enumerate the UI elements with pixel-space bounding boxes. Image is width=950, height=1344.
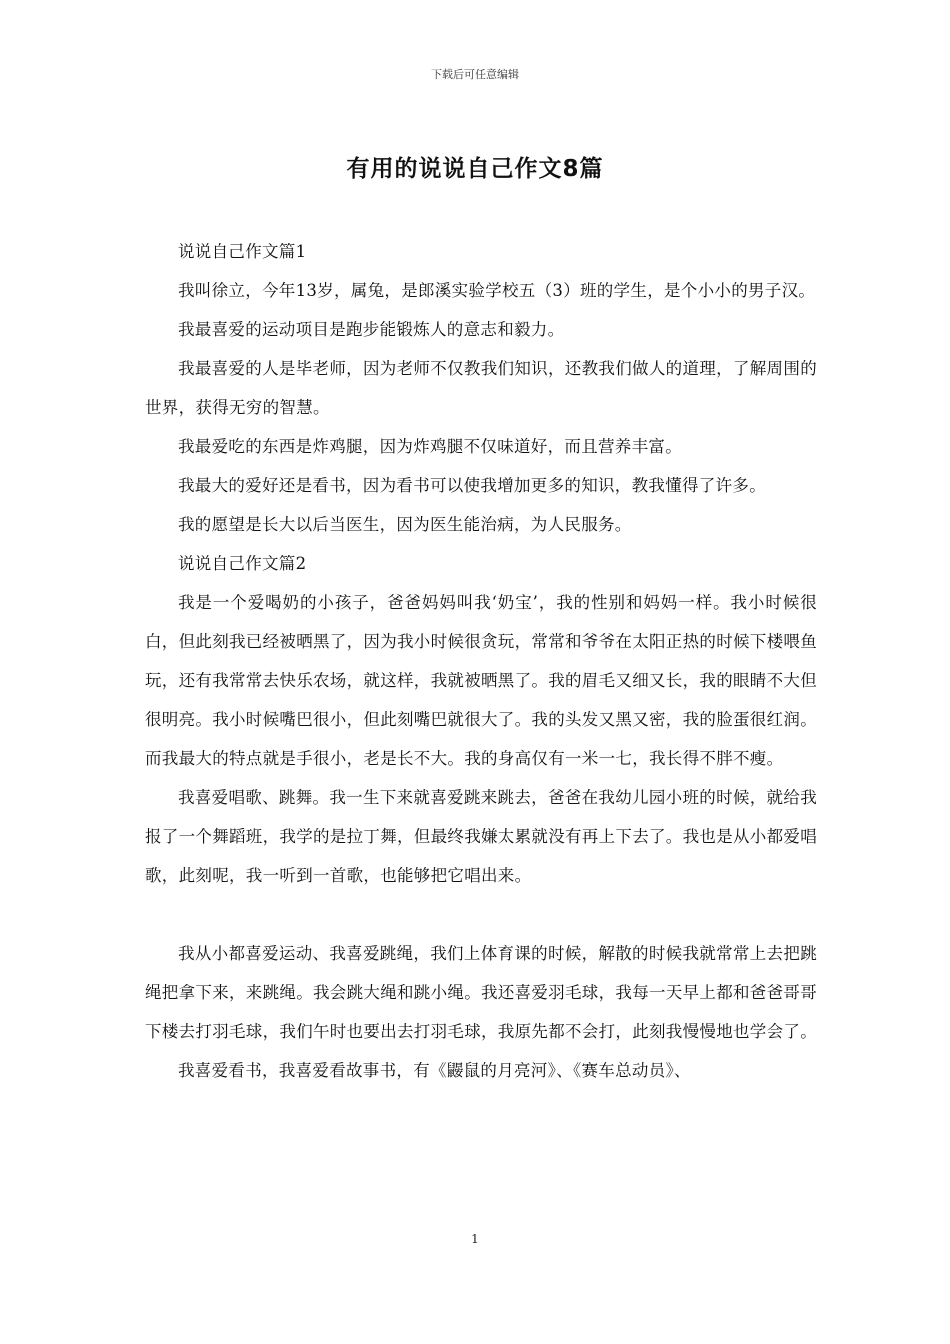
paragraph: 我是一个爱喝奶的小孩子，爸爸妈妈叫我‘奶宝’，我的性别和妈妈一样。我小时候很白，但此刻我已经被晒黑了，因为我小时候很贪玩，常常和爷爷在太阳正热的时候下楼喂鱼玩，还有我常常去快乐农场，就这样，我就被晒黑了。我的眉毛又细又长，我的眼睛不大但很明亮。我小时候嘴巴很小，但此刻嘴巴就很大了。我的头发又黑又密，我的脸蛋很红润。而我最大的特点就是手很小，老是长不大。我的身高仅有一米一七，我长得不胖不瘦。 — [145, 593, 817, 768]
paragraph: 我的愿望是长大以后当医生，因为医生能治病，为人民服务。 — [178, 515, 632, 534]
paragraph: 我从小都喜爱运动、我喜爱跳绳，我们上体育课的时候，解散的时候我就常常上去把跳绳把拿下来，来跳绳。我会跳大绳和跳小绳。我还喜爱羽毛球，我每一天早上都和爸爸哥哥下楼去打羽毛球，我们午时也要出去打羽毛球，我原先都不会打，此刻我慢慢地也学会了。 — [145, 944, 817, 1041]
document-title: 有用的说说自己作文8篇 — [346, 156, 604, 182]
section-heading-1: 说说自己作文篇1 — [178, 242, 307, 261]
paragraph: 我叫徐立，今年13岁，属兔，是郎溪实验学校五（3）班的学生，是个小小的男子汉。 — [178, 281, 816, 300]
section-heading-2: 说说自己作文篇2 — [178, 554, 307, 573]
paragraph: 我最大的爱好还是看书，因为看书可以使我增加更多的知识，教我懂得了许多。 — [178, 476, 766, 495]
document-body — [145, 232, 817, 1090]
paragraph: 我喜爱看书，我喜爱看故事书，有《鼹鼠的月亮河》、《赛车总动员》、 — [178, 1061, 691, 1080]
page-number: 1 — [471, 1232, 479, 1246]
paragraph: 我最喜爱的人是毕老师，因为老师不仅教我们知识，还教我们做人的道理，了解周围的世界，获得无穷的智慧。 — [145, 359, 817, 417]
paragraph: 我最爱吃的东西是炸鸡腿，因为炸鸡腿不仅味道好，而且营养丰富。 — [178, 437, 682, 456]
paragraph: 我喜爱唱歌、跳舞。我一生下来就喜爱跳来跳去，爸爸在我幼儿园小班的时候，就给我报了一个舞蹈班，我学的是拉丁舞，但最终我嫌太累就没有再上下去了。我也是从小都爱唱歌，此刻呢，我一听到一首歌，也能够把它唱出来。 — [145, 788, 817, 885]
paragraph: 我最喜爱的运动项目是跑步能锻炼人的意志和毅力。 — [178, 320, 565, 339]
header-note: 下载后可任意编辑 — [431, 68, 519, 81]
